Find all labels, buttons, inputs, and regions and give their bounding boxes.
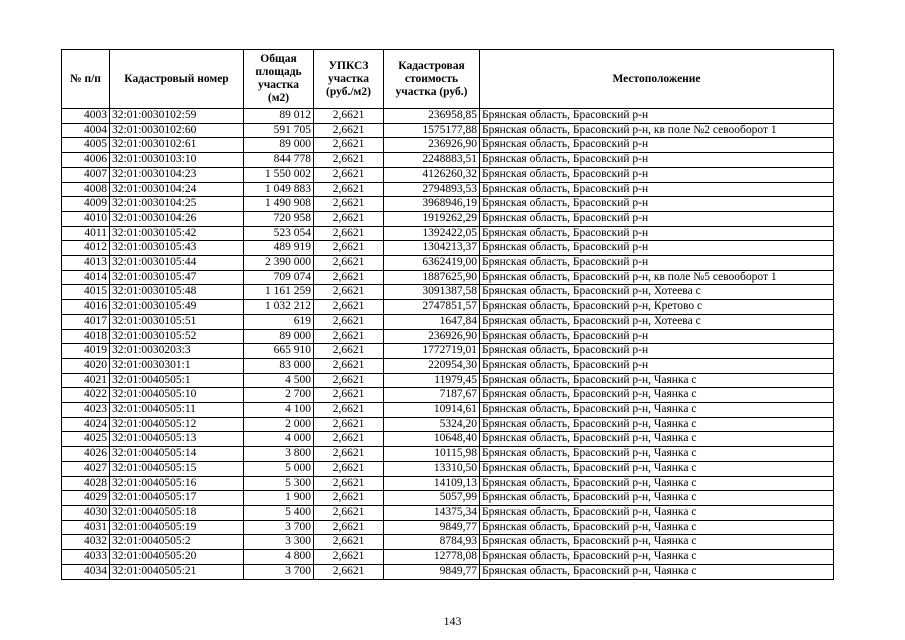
cell-location: Брянская область, Брасовский р-н, кв поле №5 севооборот 1 <box>480 270 834 285</box>
cell-num: 4020 <box>62 358 110 373</box>
cell-location: Брянская область, Брасовский р-н, Чаянка с <box>480 535 834 550</box>
cell-num: 4032 <box>62 535 110 550</box>
cell-cost: 14109,13 <box>384 476 480 491</box>
cell-location: Брянская область, Брасовский р-н, Хотеева с <box>480 285 834 300</box>
cell-cadastral-number: 32:01:0040505:21 <box>110 564 244 579</box>
cell-cadastral-number: 32:01:0040505:2 <box>110 535 244 550</box>
cell-upksz: 2,6621 <box>314 167 384 182</box>
table-row <box>62 432 834 447</box>
cell-location: Брянская область, Брасовский р-н <box>480 256 834 271</box>
cell-cadastral-number: 32:01:0030203:3 <box>110 344 244 359</box>
cell-upksz: 2,6621 <box>314 520 384 535</box>
cell-location: Брянская область, Брасовский р-н <box>480 182 834 197</box>
cell-area: 523 054 <box>244 226 314 241</box>
cell-num: 4021 <box>62 373 110 388</box>
cell-area: 844 778 <box>244 153 314 168</box>
cell-num: 4014 <box>62 270 110 285</box>
cell-num: 4030 <box>62 505 110 520</box>
cell-location: Брянская область, Брасовский р-н, Чаянка с <box>480 491 834 506</box>
cell-cadastral-number: 32:01:0040505:10 <box>110 388 244 403</box>
cell-cadastral-number: 32:01:0030105:47 <box>110 270 244 285</box>
cell-num: 4025 <box>62 432 110 447</box>
cell-cost: 2248883,51 <box>384 153 480 168</box>
cell-num: 4023 <box>62 403 110 418</box>
header-cadastral-number: Кадастровый номер <box>110 50 244 109</box>
table-row <box>62 520 834 535</box>
cell-location: Брянская область, Брасовский р-н, Чаянка с <box>480 476 834 491</box>
cell-cost: 1304213,37 <box>384 241 480 256</box>
cell-area: 89 000 <box>244 138 314 153</box>
cell-area: 3 700 <box>244 564 314 579</box>
cell-upksz: 2,6621 <box>314 550 384 565</box>
table-row <box>62 226 834 241</box>
cell-cost: 2747851,57 <box>384 300 480 315</box>
cell-num: 4033 <box>62 550 110 565</box>
cell-upksz: 2,6621 <box>314 535 384 550</box>
cell-location: Брянская область, Брасовский р-н <box>480 109 834 124</box>
cell-cost: 10115,98 <box>384 447 480 462</box>
header-num: № п/п <box>62 50 110 109</box>
cell-location: Брянская область, Брасовский р-н, Чаянка с <box>480 403 834 418</box>
cell-area: 720 958 <box>244 211 314 226</box>
cell-num: 4008 <box>62 182 110 197</box>
cell-cadastral-number: 32:01:0030105:42 <box>110 226 244 241</box>
cell-location: Брянская область, Брасовский р-н, кв поле №2 севооборот 1 <box>480 123 834 138</box>
cell-num: 4017 <box>62 314 110 329</box>
cell-num: 4005 <box>62 138 110 153</box>
cell-area: 5 000 <box>244 461 314 476</box>
table-row <box>62 109 834 124</box>
cell-cadastral-number: 32:01:0030104:23 <box>110 167 244 182</box>
cell-cadastral-number: 32:01:0040505:20 <box>110 550 244 565</box>
cell-cadastral-number: 32:01:0040505:1 <box>110 373 244 388</box>
cell-num: 4029 <box>62 491 110 506</box>
cell-location: Брянская область, Брасовский р-н <box>480 329 834 344</box>
cell-cadastral-number: 32:01:0030105:49 <box>110 300 244 315</box>
cell-cost: 9849,77 <box>384 564 480 579</box>
cell-cadastral-number: 32:01:0040505:15 <box>110 461 244 476</box>
cell-upksz: 2,6621 <box>314 417 384 432</box>
cell-cost: 236926,90 <box>384 138 480 153</box>
cell-location: Брянская область, Брасовский р-н, Чаянка с <box>480 564 834 579</box>
cell-num: 4012 <box>62 241 110 256</box>
table-row <box>62 461 834 476</box>
cell-area: 489 919 <box>244 241 314 256</box>
table-row <box>62 197 834 212</box>
cell-area: 1 049 883 <box>244 182 314 197</box>
cell-cost: 236958,85 <box>384 109 480 124</box>
table-row <box>62 403 834 418</box>
cell-location: Брянская область, Брасовский р-н, Чаянка с <box>480 432 834 447</box>
cell-location: Брянская область, Брасовский р-н <box>480 197 834 212</box>
cell-cost: 236926,90 <box>384 329 480 344</box>
cell-cost: 9849,77 <box>384 520 480 535</box>
cell-area: 4 800 <box>244 550 314 565</box>
cell-upksz: 2,6621 <box>314 461 384 476</box>
cell-location: Брянская область, Брасовский р-н, Хотеева с <box>480 314 834 329</box>
cell-cadastral-number: 32:01:0030104:25 <box>110 197 244 212</box>
cell-cost: 5057,99 <box>384 491 480 506</box>
cell-area: 1 550 002 <box>244 167 314 182</box>
table-row <box>62 491 834 506</box>
cell-location: Брянская область, Брасовский р-н, Чаянка с <box>480 388 834 403</box>
cell-area: 2 700 <box>244 388 314 403</box>
cell-location: Брянская область, Брасовский р-н <box>480 226 834 241</box>
cell-area: 83 000 <box>244 358 314 373</box>
cell-cost: 10648,40 <box>384 432 480 447</box>
cell-num: 4018 <box>62 329 110 344</box>
cell-location: Брянская область, Брасовский р-н <box>480 211 834 226</box>
cell-cost: 4126260,32 <box>384 167 480 182</box>
cell-upksz: 2,6621 <box>314 241 384 256</box>
cell-area: 4 500 <box>244 373 314 388</box>
cell-cadastral-number: 32:01:0030105:52 <box>110 329 244 344</box>
cell-cadastral-number: 32:01:0040505:19 <box>110 520 244 535</box>
cell-cadastral-number: 32:01:0030104:26 <box>110 211 244 226</box>
table-row <box>62 329 834 344</box>
cell-cadastral-number: 32:01:0040505:12 <box>110 417 244 432</box>
cell-location: Брянская область, Брасовский р-н, Кретово с <box>480 300 834 315</box>
cell-cadastral-number: 32:01:0040505:11 <box>110 403 244 418</box>
cell-cost: 8784,93 <box>384 535 480 550</box>
cell-area: 2 000 <box>244 417 314 432</box>
cell-upksz: 2,6621 <box>314 476 384 491</box>
cell-area: 4 100 <box>244 403 314 418</box>
cell-num: 4007 <box>62 167 110 182</box>
cell-cost: 14375,34 <box>384 505 480 520</box>
table-row <box>62 358 834 373</box>
cell-cost: 6362419,00 <box>384 256 480 271</box>
cell-area: 5 300 <box>244 476 314 491</box>
cell-location: Брянская область, Брасовский р-н, Чаянка с <box>480 505 834 520</box>
cell-location: Брянская область, Брасовский р-н, Чаянка с <box>480 447 834 462</box>
cell-area: 3 800 <box>244 447 314 462</box>
cell-cost: 12778,08 <box>384 550 480 565</box>
cell-num: 4026 <box>62 447 110 462</box>
cell-area: 709 074 <box>244 270 314 285</box>
cell-area: 1 032 212 <box>244 300 314 315</box>
table-row <box>62 417 834 432</box>
table-header <box>62 50 834 109</box>
table-row <box>62 285 834 300</box>
cell-cadastral-number: 32:01:0040505:18 <box>110 505 244 520</box>
table-row <box>62 314 834 329</box>
cell-num: 4024 <box>62 417 110 432</box>
table-row <box>62 564 834 579</box>
cell-num: 4028 <box>62 476 110 491</box>
table-row <box>62 241 834 256</box>
cell-upksz: 2,6621 <box>314 344 384 359</box>
cell-cadastral-number: 32:01:0040505:17 <box>110 491 244 506</box>
cell-cadastral-number: 32:01:0030104:24 <box>110 182 244 197</box>
cell-cadastral-number: 32:01:0030301:1 <box>110 358 244 373</box>
cell-cadastral-number: 32:01:0040505:14 <box>110 447 244 462</box>
table-row <box>62 123 834 138</box>
cell-cost: 1919262,29 <box>384 211 480 226</box>
cell-upksz: 2,6621 <box>314 270 384 285</box>
cell-location: Брянская область, Брасовский р-н, Чаянка с <box>480 550 834 565</box>
header-location: Местоположение <box>480 50 834 109</box>
table-row <box>62 167 834 182</box>
table-row <box>62 476 834 491</box>
cell-upksz: 2,6621 <box>314 447 384 462</box>
cell-upksz: 2,6621 <box>314 329 384 344</box>
cell-area: 619 <box>244 314 314 329</box>
cell-cadastral-number: 32:01:0030105:44 <box>110 256 244 271</box>
cell-num: 4011 <box>62 226 110 241</box>
cell-cost: 5324,20 <box>384 417 480 432</box>
cell-num: 4022 <box>62 388 110 403</box>
cell-upksz: 2,6621 <box>314 300 384 315</box>
cell-location: Брянская область, Брасовский р-н, Чаянка с <box>480 417 834 432</box>
table-row <box>62 550 834 565</box>
cell-cost: 2794893,53 <box>384 182 480 197</box>
cell-location: Брянская область, Брасовский р-н, Чаянка с <box>480 373 834 388</box>
cell-area: 4 000 <box>244 432 314 447</box>
cell-cadastral-number: 32:01:0030102:61 <box>110 138 244 153</box>
cell-upksz: 2,6621 <box>314 182 384 197</box>
cell-location: Брянская область, Брасовский р-н, Чаянка с <box>480 461 834 476</box>
header-cost: Кадастровая стоимость участка (руб.) <box>384 50 480 109</box>
table-row <box>62 138 834 153</box>
cell-upksz: 2,6621 <box>314 197 384 212</box>
cell-num: 4034 <box>62 564 110 579</box>
cell-num: 4027 <box>62 461 110 476</box>
table-row <box>62 388 834 403</box>
cell-area: 1 161 259 <box>244 285 314 300</box>
cell-cost: 3091387,58 <box>384 285 480 300</box>
cell-cadastral-number: 32:01:0040505:13 <box>110 432 244 447</box>
table-row <box>62 153 834 168</box>
cell-num: 4013 <box>62 256 110 271</box>
cell-num: 4009 <box>62 197 110 212</box>
cell-location: Брянская область, Брасовский р-н <box>480 153 834 168</box>
cell-upksz: 2,6621 <box>314 226 384 241</box>
cell-num: 4003 <box>62 109 110 124</box>
cell-area: 1 900 <box>244 491 314 506</box>
cell-area: 89 000 <box>244 329 314 344</box>
table-row <box>62 300 834 315</box>
cell-area: 591 705 <box>244 123 314 138</box>
table-body <box>62 109 834 580</box>
table-row <box>62 270 834 285</box>
cell-cost: 1887625,90 <box>384 270 480 285</box>
cell-area: 2 390 000 <box>244 256 314 271</box>
cell-location: Брянская область, Брасовский р-н <box>480 138 834 153</box>
cell-num: 4010 <box>62 211 110 226</box>
cell-cost: 1392422,05 <box>384 226 480 241</box>
cell-cost: 1772719,01 <box>384 344 480 359</box>
cell-num: 4016 <box>62 300 110 315</box>
cell-upksz: 2,6621 <box>314 256 384 271</box>
cell-cadastral-number: 32:01:0040505:16 <box>110 476 244 491</box>
cell-cadastral-number: 32:01:0030102:59 <box>110 109 244 124</box>
cell-cost: 220954,30 <box>384 358 480 373</box>
cell-upksz: 2,6621 <box>314 358 384 373</box>
cell-upksz: 2,6621 <box>314 109 384 124</box>
cell-upksz: 2,6621 <box>314 505 384 520</box>
cell-upksz: 2,6621 <box>314 564 384 579</box>
cell-area: 665 910 <box>244 344 314 359</box>
cell-cost: 7187,67 <box>384 388 480 403</box>
cell-num: 4015 <box>62 285 110 300</box>
cell-location: Брянская область, Брасовский р-н, Чаянка с <box>480 520 834 535</box>
cell-upksz: 2,6621 <box>314 388 384 403</box>
table-row <box>62 505 834 520</box>
table-row <box>62 373 834 388</box>
cell-area: 1 490 908 <box>244 197 314 212</box>
cell-upksz: 2,6621 <box>314 211 384 226</box>
cell-upksz: 2,6621 <box>314 432 384 447</box>
cell-cost: 3968946,19 <box>384 197 480 212</box>
cell-area: 3 700 <box>244 520 314 535</box>
page-number: 143 <box>443 614 462 628</box>
cell-cost: 1575177,88 <box>384 123 480 138</box>
cell-location: Брянская область, Брасовский р-н <box>480 344 834 359</box>
cell-num: 4004 <box>62 123 110 138</box>
cell-location: Брянская область, Брасовский р-н <box>480 241 834 256</box>
table-row <box>62 535 834 550</box>
cell-cost: 13310,50 <box>384 461 480 476</box>
cell-cadastral-number: 32:01:0030102:60 <box>110 123 244 138</box>
cell-location: Брянская область, Брасовский р-н <box>480 167 834 182</box>
cell-cadastral-number: 32:01:0030103:10 <box>110 153 244 168</box>
table-row <box>62 447 834 462</box>
cell-cadastral-number: 32:01:0030105:43 <box>110 241 244 256</box>
cadastral-table <box>61 49 834 580</box>
table-row <box>62 182 834 197</box>
cell-location: Брянская область, Брасовский р-н <box>480 358 834 373</box>
cell-cost: 11979,45 <box>384 373 480 388</box>
header-area: Общая площадь участка (м2) <box>244 50 314 109</box>
cell-cadastral-number: 32:01:0030105:51 <box>110 314 244 329</box>
cell-upksz: 2,6621 <box>314 491 384 506</box>
cell-area: 89 012 <box>244 109 314 124</box>
cell-upksz: 2,6621 <box>314 314 384 329</box>
cell-upksz: 2,6621 <box>314 138 384 153</box>
cell-num: 4006 <box>62 153 110 168</box>
header-row <box>62 50 834 109</box>
cell-upksz: 2,6621 <box>314 403 384 418</box>
cell-upksz: 2,6621 <box>314 153 384 168</box>
table-row <box>62 256 834 271</box>
table-row <box>62 211 834 226</box>
cell-cadastral-number: 32:01:0030105:48 <box>110 285 244 300</box>
cell-cost: 1647,84 <box>384 314 480 329</box>
cell-area: 5 400 <box>244 505 314 520</box>
header-upksz: УПКСЗ участка (руб./м2) <box>314 50 384 109</box>
cell-area: 3 300 <box>244 535 314 550</box>
table-row <box>62 344 834 359</box>
cell-num: 4031 <box>62 520 110 535</box>
cell-num: 4019 <box>62 344 110 359</box>
cell-upksz: 2,6621 <box>314 373 384 388</box>
cell-cost: 10914,61 <box>384 403 480 418</box>
cell-upksz: 2,6621 <box>314 123 384 138</box>
cell-upksz: 2,6621 <box>314 285 384 300</box>
